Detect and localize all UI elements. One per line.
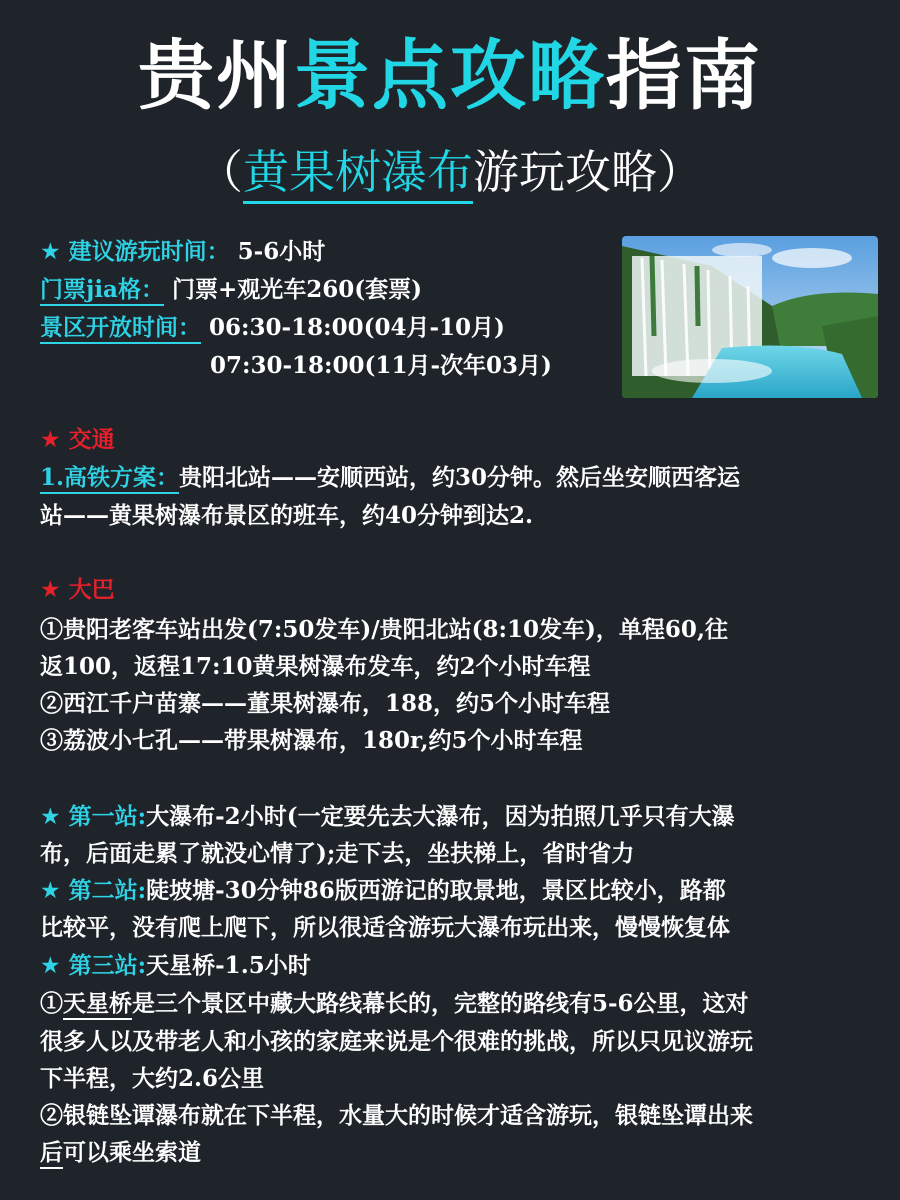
traffic-heading — [40, 422, 115, 458]
subtitle-rest: 游玩攻略 — [473, 145, 657, 199]
bus-line3: ②西江千户苗寨——董果树瀑布，188，约5个小时车程 — [40, 690, 611, 717]
star-red-icon: ★ — [40, 427, 61, 453]
info-price-value: 门票+观光车260(套票) — [171, 276, 423, 303]
stop3-row1 — [40, 948, 311, 984]
stop1-row1 — [40, 799, 735, 835]
info-hours-row2 — [210, 348, 552, 384]
traffic-heading-text: 交通 — [68, 426, 115, 453]
bus-heading — [40, 572, 115, 608]
waterfall-image-icon — [622, 236, 878, 398]
title-part2: 景点攻略 — [294, 31, 606, 120]
stop3-a-row1 — [40, 986, 749, 1022]
bus-heading-text: 大巴 — [68, 576, 115, 603]
subtitle-open: （ — [197, 145, 243, 199]
star-blue-icon: ★ — [40, 878, 61, 904]
info-hours-label: 景区开放时间： — [40, 314, 201, 344]
page-title — [0, 28, 900, 124]
traffic-plan-line1: 贵阳北站——安顺西站，约30分钟。然后坐安顺西客运 — [179, 464, 741, 491]
stop3-b-line1: ②银链坠谭瀑布就在下半程，水量大的时候才适含游玩，银链坠谭出来 — [40, 1102, 753, 1129]
info-price-label: 门票jia格： — [40, 276, 164, 306]
page-subtitle — [0, 140, 900, 204]
star-blue-icon: ★ — [40, 953, 61, 979]
info-hours-1: 06:30-18:00(04月-10月) — [209, 314, 505, 341]
subtitle-highlight: 黄果树瀑布 — [243, 145, 473, 204]
info-time-value: 5-6小时 — [237, 238, 326, 265]
stop3-b-underlined: 后 — [40, 1139, 63, 1169]
stop3-line1: 天星桥-1.5小时 — [146, 952, 311, 979]
star-red-icon: ★ — [40, 577, 61, 603]
traffic-plan-line2: 站——黄果树瀑布景区的班车，约40分钟到达2. — [40, 502, 534, 529]
star-blue-icon: ★ — [40, 804, 61, 830]
title-part1: 贵州 — [138, 31, 294, 120]
stop3-a-underlined: 天星桥 — [63, 990, 132, 1020]
stop2-line1: 陡坡塘-30分钟86版西游记的取景地，景区比较小，路都 — [146, 877, 726, 904]
traffic-plan-row2 — [40, 498, 533, 534]
stop1-line1: 大瀑布-2小时(一定要先去大瀑布，因为拍照几乎只有大瀑 — [146, 803, 735, 830]
stop1-label: 第一站: — [68, 803, 147, 830]
bus-line4: ③荔波小七孔——带果树瀑布，180r,约5个小时车程 — [40, 727, 583, 754]
stop3-label: 第三站: — [68, 952, 147, 979]
stop3-a-rest: 是三个景区中藏大路线幕长的，完整的路线有5-6公里，这对 — [132, 990, 749, 1017]
stop2-label: 第二站: — [68, 877, 147, 904]
subtitle-close: ） — [657, 145, 703, 199]
bus-line1: ①贵阳老客车站出发(7:50发车)/贵阳北站(8:10发车)，单程60,往 — [40, 616, 728, 643]
info-time-row — [40, 234, 325, 270]
stop3-a-line3: 下半程，大约2.6公里 — [40, 1065, 265, 1092]
stop2-row1 — [40, 873, 726, 909]
info-time-label: 建议游玩时间： — [68, 238, 230, 265]
info-hours-row — [40, 310, 505, 346]
stop2-line2: 比较平，没有爬上爬下，所以很适含游玩大瀑布玩出来，慢慢恢复体 — [40, 914, 730, 941]
star-blue-icon: ★ — [40, 239, 61, 265]
stop3-b-line2: 可以乘坐索道 — [63, 1139, 201, 1166]
title-part3: 指南 — [606, 31, 762, 120]
stop3-a-prefix: ① — [40, 990, 63, 1017]
traffic-plan-row1 — [40, 460, 740, 496]
stop1-line2: 布，后面走累了就没心情了);走下去，坐扶梯上，省时省力 — [40, 840, 635, 867]
stop3-b-row2 — [40, 1135, 201, 1171]
info-hours-2: 07:30-18:00(11月-次年03月) — [210, 352, 552, 379]
bus-line2: 返100，返程17:10黄果树瀑布发车，约2个小时车程 — [40, 653, 591, 680]
stop3-a-line2: 很多人以及带老人和小孩的家庭来说是个很难的挑战，所以只见议游玩 — [40, 1028, 753, 1055]
info-price-row — [40, 272, 422, 308]
traffic-plan-label: 1.高铁方案： — [40, 464, 179, 494]
waterfall-photo — [622, 236, 878, 398]
